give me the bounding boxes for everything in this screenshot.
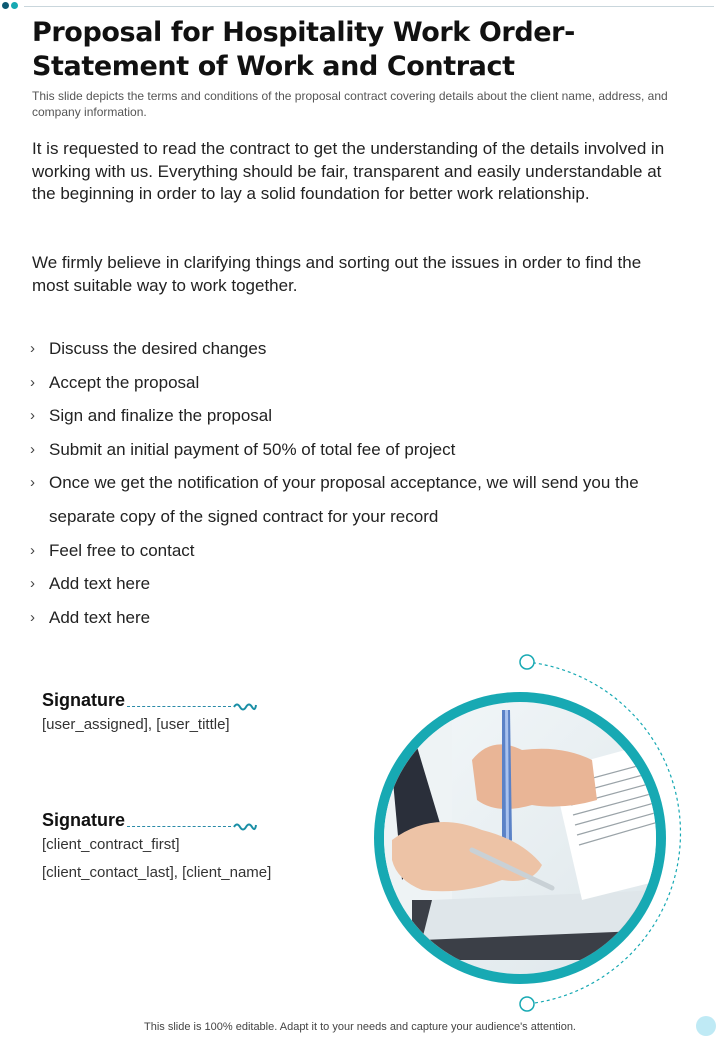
list-item bbox=[30, 399, 690, 433]
signature-detail-line: [client_contact_last], [client_name] bbox=[42, 864, 272, 881]
list-item bbox=[30, 466, 690, 533]
list-item-text: Sign and finalize the proposal bbox=[49, 406, 273, 426]
list-item bbox=[30, 332, 690, 366]
page-subtitle: This slide depicts the terms and conditions of the proposal contract covering details about the client name, address, and company information. bbox=[32, 89, 668, 119]
list-item-text: Add text here bbox=[49, 574, 151, 594]
list-item-text: Once we get the notification of your proposal acceptance, we will send you the separate copy of the signed contract for your record bbox=[49, 473, 639, 526]
list-item bbox=[30, 366, 690, 400]
chevron-right-icon: › bbox=[30, 575, 35, 593]
signature-line[interactable] bbox=[127, 706, 231, 707]
handshake-contract-photo bbox=[372, 690, 668, 986]
chevron-right-icon: › bbox=[30, 340, 35, 357]
belief-paragraph: We firmly believe in clarifying things and sorting out the issues in order to find the most suitable way to work together. bbox=[32, 253, 642, 295]
signature-block-client bbox=[42, 810, 271, 887]
chevron-right-icon: › bbox=[30, 407, 35, 425]
list-item bbox=[30, 433, 690, 467]
signature-header bbox=[42, 810, 271, 831]
intro-paragraph: It is requested to read the contract to get the understanding of the details involved in working with us. Everything should be fair, transparent and easily understandable at the beginning in order to lay a solid foundation for better work relationship. bbox=[32, 139, 665, 203]
list-item-text: Discuss the desired changes bbox=[49, 339, 267, 358]
list-item-text: Add text here bbox=[49, 607, 151, 627]
squiggle-icon bbox=[233, 822, 257, 832]
signature-detail-line: [user_assigned], [user_tittle] bbox=[42, 716, 230, 733]
list-item-text: Accept the proposal bbox=[49, 372, 200, 392]
chevron-right-icon: › bbox=[30, 440, 35, 458]
footer-note: This slide is 100% editable. Adapt it to your needs and capture your audience's attention. bbox=[144, 1021, 576, 1033]
steps-list bbox=[30, 332, 690, 634]
list-item-text: Feel free to contact bbox=[49, 540, 195, 560]
list-item bbox=[30, 534, 690, 568]
signature-detail-line: [client_contract_first] bbox=[42, 836, 180, 853]
corner-dot bbox=[696, 1016, 716, 1036]
signature-line[interactable] bbox=[127, 826, 231, 827]
chevron-right-icon: › bbox=[30, 474, 35, 492]
list-item-text: Submit an initial payment of 50% of total fee of project bbox=[49, 439, 456, 459]
dot-dark bbox=[2, 2, 9, 9]
chevron-right-icon: › bbox=[30, 373, 35, 391]
squiggle-icon bbox=[233, 702, 257, 712]
signature-block-user bbox=[42, 690, 257, 739]
signature-label: Signature bbox=[42, 810, 126, 830]
top-decoration-dots bbox=[2, 2, 18, 9]
list-item bbox=[30, 601, 690, 635]
signature-header bbox=[42, 690, 257, 711]
chevron-right-icon: › bbox=[30, 608, 35, 626]
page-title: Proposal for Hospitality Work Order- Statement of Work and Contract bbox=[32, 17, 575, 82]
signature-label: Signature bbox=[42, 690, 126, 710]
dot-light bbox=[11, 2, 18, 9]
chevron-right-icon: › bbox=[30, 541, 35, 559]
top-rule bbox=[24, 6, 714, 7]
list-item bbox=[30, 567, 690, 601]
